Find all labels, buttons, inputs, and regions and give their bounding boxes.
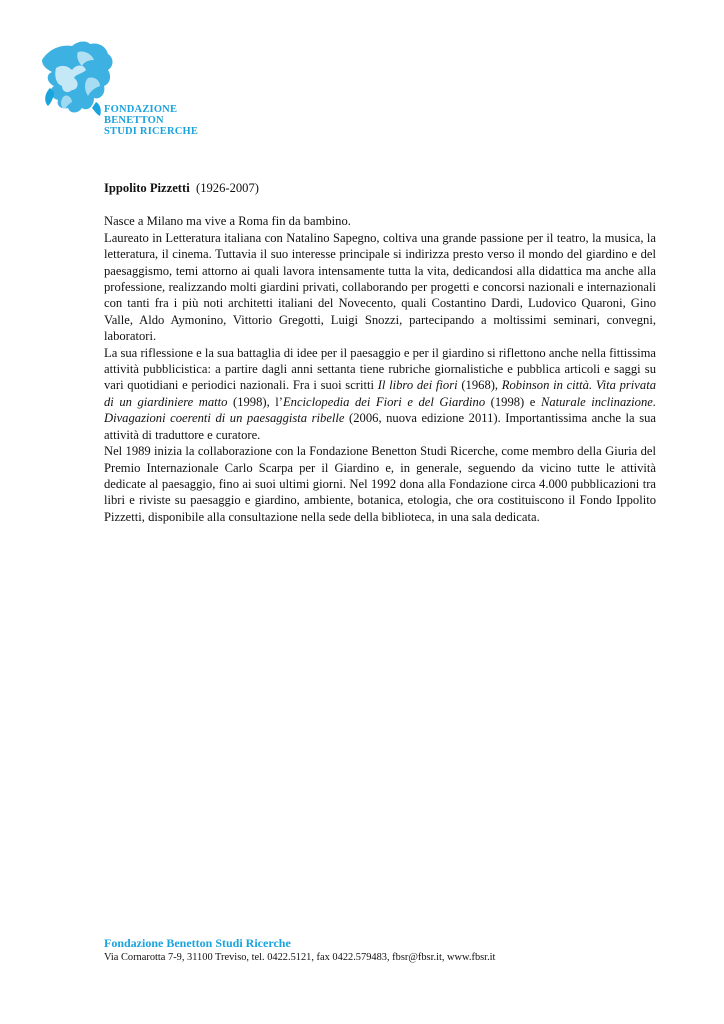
document-heading bbox=[104, 180, 656, 196]
text-run: (1998) e bbox=[485, 394, 541, 409]
footer-address: Via Cornarotta 7-9, 31100 Treviso, tel. 0422.5121, fax 0422.579483, fbsr@fbsr.it, www.fbsr.it bbox=[104, 952, 496, 963]
text-run: (1968), bbox=[457, 378, 502, 393]
text-run: (2006, nuova edizione 2011). Importantissima anche la sua attività di traduttore e curatore. bbox=[104, 411, 656, 442]
paragraph bbox=[104, 230, 656, 345]
logo-wordmark bbox=[104, 104, 198, 137]
footer-organization: Fondazione Benetton Studi Ricerche bbox=[104, 936, 291, 950]
text-run: (1998), l’ bbox=[227, 394, 283, 409]
book-title: Enciclopedia dei Fiori e del Giardino bbox=[282, 394, 486, 409]
document-body bbox=[104, 180, 656, 525]
letterhead-footer bbox=[104, 936, 664, 965]
paragraph bbox=[104, 345, 656, 443]
logo-line: STUDI RICERCHE bbox=[104, 126, 199, 137]
text-run: Nasce a Milano ma vive a Roma fin da bambino. bbox=[104, 214, 351, 229]
text-run: Laureato in Letteratura italiana con Natalino Sapegno, coltiva una grande passione per il teatro, la musica, la letteratura, il cinema. Tuttavia il suo interesse principale si indirizza presto verso il mondo del giardino e del paesaggismo, temi attorno ai quali lavora intensamente tutta la vita, dedicandosi alla didattica ma anche alla professione, realizzando molti giardini privati, collaborando per progetti e concorsi nazionali e internazionali con tanti fra i più noti architetti italiani del Novecento, quali Costantino Dardi, Ludovico Quaroni, Gino Valle, Aldo Aymonino, Vittorio Gregotti, Luigi Snozzi, partecipando a moltissimi seminari, convegni, laboratori. bbox=[104, 230, 656, 344]
paragraph bbox=[104, 213, 656, 229]
logo-line: FONDAZIONE bbox=[104, 104, 178, 115]
paragraph bbox=[104, 443, 656, 525]
text-run: La sua riflessione e la sua battaglia di idee per il paesaggio e per il giardino si riflettono anche nella fittissima attività pubblicistica: a partire dagli anni settanta tiene rubriche giornalistiche e pubblica articoli e saggi su vari quotidiani e periodici nazionali. Fra i suoi scritti bbox=[104, 345, 656, 393]
life-dates: (1926-2007) bbox=[196, 181, 259, 195]
book-title: Robinson in città. Vita privata di un giardiniere matto bbox=[104, 378, 656, 409]
person-name: Ippolito Pizzetti bbox=[104, 181, 190, 195]
text-run: Nel 1989 inizia la collaborazione con la Fondazione Benetton Studi Ricerche, come membro della Giuria del Premio Internazionale Carlo Scarpa per il Giardino e, in generale, seguendo da vicino tutte le attività dedicate al paesaggio, fino ai suoi ultimi giorni. Nel 1992 dona alla Fondazione circa 4.000 pubblicazioni tra libri e riviste su paesaggio e giardino, ambiente, botanica, etologia, che ora costituiscono il Fondo Ippolito Pizzetti, disponibile alla consultazione nella sede della biblioteca, in una sala dedicata. bbox=[104, 444, 656, 524]
foundation-logo bbox=[38, 38, 198, 138]
book-title: Il libro dei fiori bbox=[377, 378, 458, 393]
logo-line: BENETTON bbox=[104, 115, 164, 126]
book-title: Naturale inclinazione. Divagazioni coerenti di un paesaggista ribelle bbox=[104, 394, 656, 426]
biography-text bbox=[104, 213, 656, 525]
